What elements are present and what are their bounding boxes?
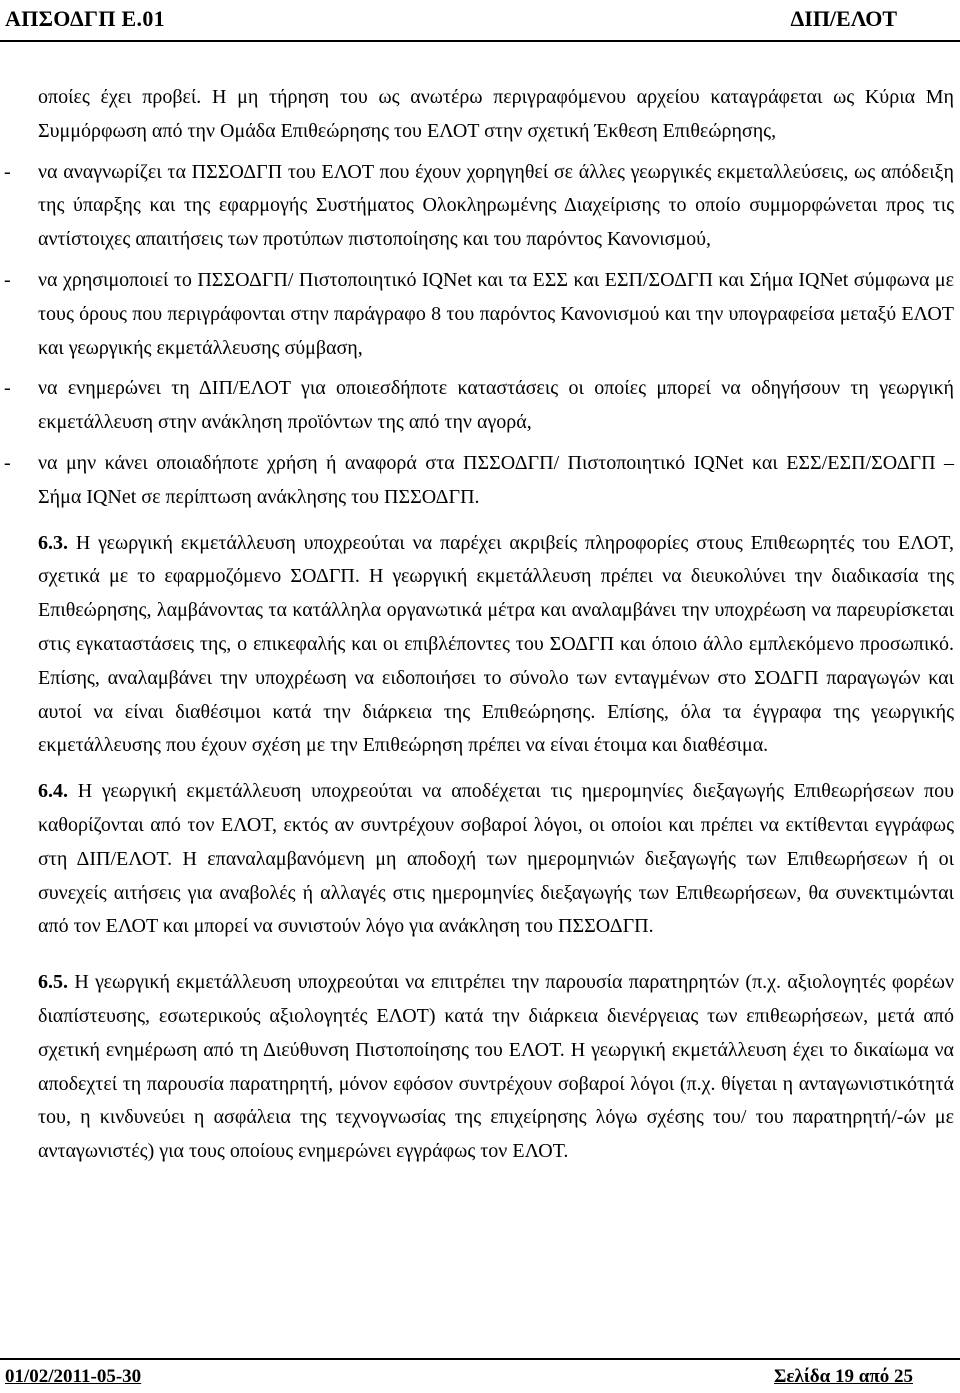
page-footer bbox=[0, 1358, 960, 1388]
list-item-text: να χρησιμοποιεί το ΠΣΣΟΔΓΠ/ Πιστοποιητικό IQNet και τα ΕΣΣ και ΕΣΠ/ΣΟΔΓΠ και Σήμα IQNet σύμφωνα με τους όρους που περιγράφονται στην παράγραφο 8 του παρόντος Κανονισμού και την υπογραφείσα μεταξύ ΕΛΟΤ και γεωργικής εκμετάλλευσης σύμβαση, bbox=[38, 268, 954, 359]
footer-rule bbox=[0, 1358, 960, 1360]
footer-page-number: Σελίδα 19 από 25 bbox=[774, 1366, 913, 1387]
section-number: 6.5. bbox=[38, 971, 68, 994]
list-item bbox=[4, 447, 954, 515]
footer-date: 01/02/2011-05-30 bbox=[5, 1366, 142, 1387]
list-dash: - bbox=[4, 451, 11, 474]
section-text: Η γεωργική εκμετάλλευση υποχρεούται να αποδέχεται τις ημερομηνίες διεξαγωγής Επιθεωρήσεων που καθορίζονται από τον ΕΛΟΤ, εκτός αν συντρέχουν σοβαροί λόγοι, οι οποίοι και πρέπει να εκτίθενται εγγράφως στη ΔΙΠ/ΕΛΟΤ. Η επαναλαμβανόμενη μη αποδοχή των ημερομηνιών διεξαγωγής των Επιθεωρήσεων ή οι συνεχείς αιτήσεις για αναβολές ή αλλαγές στις ημερομηνίες διεξαγωγής των Επιθεωρήσεων, θα συνεκτιμώνται από τον ΕΛΟΤ και μπορεί να συνιστούν λόγο για ανάκληση του ΠΣΣΟΔΓΠ. bbox=[38, 780, 954, 938]
list-item bbox=[4, 372, 954, 440]
list-item-text: να αναγνωρίζει τα ΠΣΣΟΔΓΠ του ΕΛΟΤ που έχουν χορηγηθεί σε άλλες γεωργικές εκμεταλλεύσεις, ως απόδειξη της ύπαρξης και της εφαρμογής Συστήματος Ολοκληρωμένης Διαχείρισης το οποίο συμμορφώνεται προς τις αντίστοιχες απαιτήσεις των προτύπων πιστοποίησης και του παρόντος Κανονισμού, bbox=[38, 160, 954, 251]
section-6-4 bbox=[38, 775, 954, 944]
list-dash: - bbox=[4, 377, 11, 400]
list-dash: - bbox=[4, 160, 11, 183]
header-rule bbox=[0, 40, 960, 42]
page-body bbox=[4, 81, 954, 1169]
section-text: Η γεωργική εκμετάλλευση υποχρεούται να επιτρέπει την παρουσία παρατηρητών (π.χ. αξιολογητές φορέων διαπίστευσης, εσωτερικούς αξιολογητές ΕΛΟΤ) κατά την διάρκεια διενέργειας των επιθεωρήσεων, μετά από σχετική ενημέρωση από τη Διεύθυνση Πιστοποίησης του ΕΛΟΤ. Η γεωργική εκμετάλλευση έχει το δικαίωμα να αποδεχτεί τη παρουσία παρατηρητή, μόνον εφόσον συντρέχουν σοβαροί λόγοι (π.χ. θίγεται η ανταγωνιστικότητά του, η κινδυνεύει η ασφάλεια της τεχνογνωσίας της επιχείρησης λόγω σχέσης του/ του παρατηρητή/-ών με ανταγωνιστές) για τους οποίους ενημερώνει εγγράφως τον ΕΛΟΤ. bbox=[38, 971, 954, 1163]
list-dash: - bbox=[4, 268, 11, 291]
section-number: 6.4. bbox=[38, 780, 68, 803]
section-6-3 bbox=[38, 527, 954, 764]
section-text: Η γεωργική εκμετάλλευση υποχρεούται να παρέχει ακριβείς πληροφορίες στους Επιθεωρητές του ΕΛΟΤ, σχετικά με το εφαρμοζόμενο ΣΟΔΓΠ. Η γεωργική εκμετάλλευση πρέπει να διευκολύνει την διαδικασία της Επιθεώρησης, λαμβάνοντας τα κατάλληλα οργανωτικά μέτρα και αναλαμβάνει την υποχρέωση να παρευρίσκεται στις εγκαταστάσεις της, ο επικεφαλής και οι επιβλέποντες του ΣΟΔΓΠ και όποιο άλλο εμπλεκόμενο προσωπικό. Επίσης, αναλαμβάνει την υποχρέωση να ειδοποιήσει το σύνολο των ενταγμένων στο ΣΟΔΓΠ παραγωγών και αυτοί να είναι διαθέσιμοι κατά την διάρκεια της Επιθεώρησης. Επίσης, όλα τα έγγραφα της γεωργικής εκμετάλλευσης που έχουν σχέση με την Επιθεώρηση πρέπει να είναι έτοιμα και διαθέσιμα. bbox=[38, 531, 954, 757]
list-item bbox=[4, 264, 954, 365]
header-department: ΔΙΠ/ΕΛΟΤ bbox=[790, 6, 897, 31]
lead-paragraph: οποίες έχει προβεί. Η μη τήρηση του ως ανωτέρω περιγραφόμενου αρχείου καταγράφεται ως Κύρια Μη Συμμόρφωση από την Ομάδα Επιθεώρησης του ΕΛΟΤ στην σχετική Έκθεση Επιθεώρησης, bbox=[38, 86, 954, 142]
page-header bbox=[0, 6, 960, 36]
section-number: 6.3. bbox=[38, 531, 68, 554]
list-item bbox=[4, 156, 954, 257]
header-document-code: ΑΠΣΟΔΓΠ Ε.01 bbox=[5, 6, 165, 31]
list-item-text: να μην κάνει οποιαδήποτε χρήση ή αναφορά στα ΠΣΣΟΔΓΠ/ Πιστοποιητικό IQNet και ΕΣΣ/ΕΣΠ/ΣΟΔΓΠ – Σήμα IQNet σε περίπτωση ανάκλησης του ΠΣΣΟΔΓΠ. bbox=[38, 451, 954, 508]
list-item-text: να ενημερώνει τη ΔΙΠ/ΕΛΟΤ για οποιεσδήποτε καταστάσεις οι οποίες μπορεί να οδηγήσουν τη γεωργική εκμετάλλευση στην ανάκληση προϊόντων της από την αγορά, bbox=[38, 377, 954, 434]
section-6-5 bbox=[38, 966, 954, 1169]
